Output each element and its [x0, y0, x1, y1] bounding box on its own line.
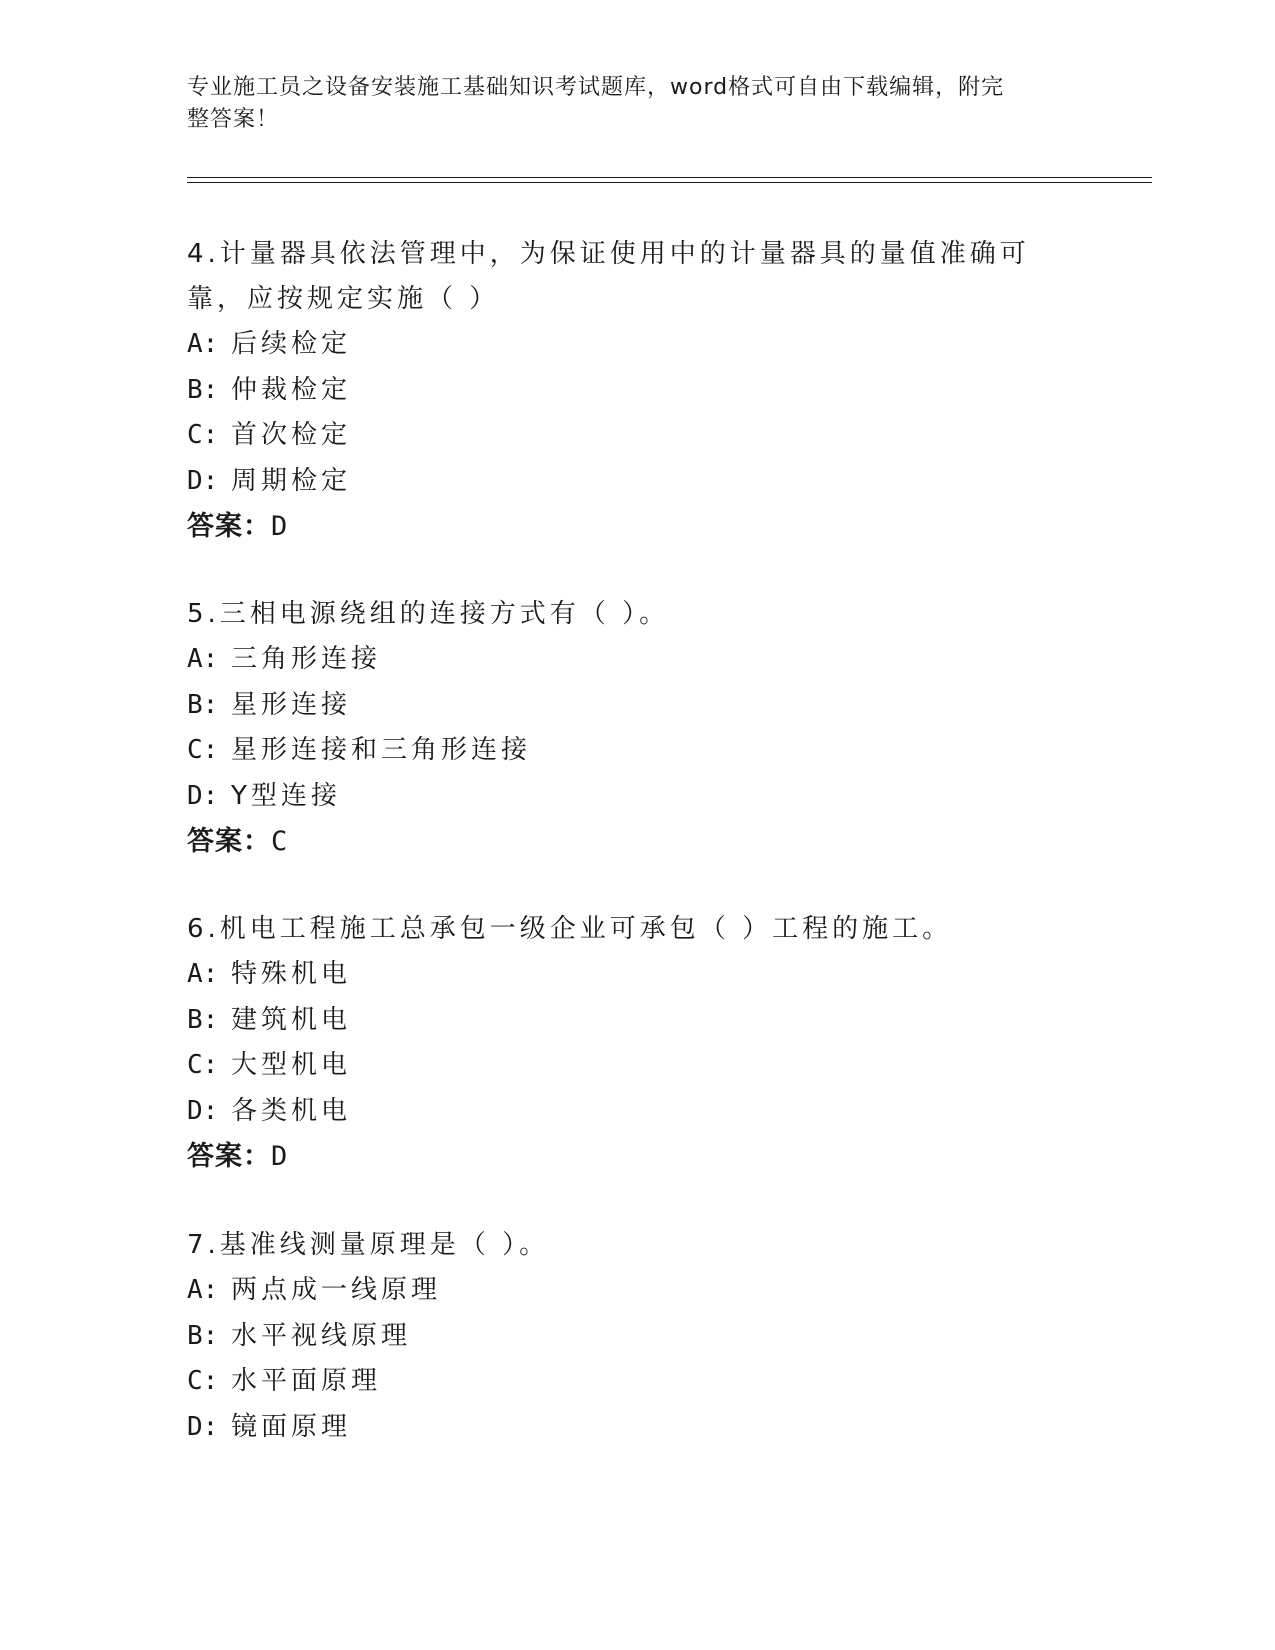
option-key: A: — [187, 1275, 219, 1305]
option-key: C: — [187, 1050, 219, 1080]
answer-label: 答案： — [187, 826, 271, 857]
option-c — [187, 728, 1087, 774]
answer-value: D — [271, 511, 289, 542]
header-line-2: 整答案！ — [187, 107, 280, 132]
option-key: C: — [187, 1366, 219, 1396]
option-key: D: — [187, 780, 219, 811]
option-text: 后续检定 — [231, 329, 352, 359]
option-key: D: — [187, 465, 219, 496]
option-a — [187, 637, 1087, 683]
option-key: B: — [187, 1004, 219, 1035]
option-a — [187, 1268, 1087, 1314]
option-text: 周期检定 — [231, 465, 352, 496]
option-c — [187, 1043, 1087, 1089]
option-key: D: — [187, 1411, 219, 1442]
answer-line — [187, 819, 1087, 864]
option-b — [187, 368, 1087, 414]
option-d — [187, 459, 1087, 505]
option-text: Y型连接 — [231, 780, 341, 811]
option-text: 各类机电 — [231, 1095, 352, 1126]
option-text: 仲裁检定 — [231, 374, 352, 405]
option-text: 水平面原理 — [231, 1366, 382, 1396]
option-key: C: — [187, 420, 219, 450]
option-d — [187, 1089, 1087, 1135]
header-divider-bottom — [187, 182, 1152, 183]
option-key: C: — [187, 735, 219, 765]
question-5 — [187, 592, 1087, 864]
answer-line — [187, 1134, 1087, 1179]
option-d — [187, 1405, 1087, 1451]
header-line-1: 专业施工员之设备安装施工基础知识考试题库，word格式可自由下载编辑，附完 — [187, 75, 1005, 100]
option-text: 大型机电 — [231, 1050, 352, 1080]
option-key: A: — [187, 959, 219, 989]
option-text: 星形连接 — [231, 689, 352, 720]
option-text: 水平视线原理 — [231, 1320, 412, 1351]
option-key: A: — [187, 329, 219, 359]
answer-value: D — [271, 1141, 289, 1172]
option-text: 两点成一线原理 — [231, 1275, 442, 1305]
option-b — [187, 683, 1087, 729]
option-c — [187, 413, 1087, 459]
question-4 — [187, 232, 1087, 549]
option-a — [187, 952, 1087, 998]
option-b — [187, 1314, 1087, 1360]
option-text: 首次检定 — [231, 420, 352, 450]
option-text: 三角形连接 — [231, 644, 382, 674]
option-key: B: — [187, 1320, 219, 1351]
question-stem: 6.机电工程施工总承包一级企业可承包（ ）工程的施工。 — [187, 914, 953, 944]
option-text: 建筑机电 — [231, 1004, 352, 1035]
answer-value: C — [271, 826, 289, 857]
question-stem: 5.三相电源绕组的连接方式有（ ）。 — [187, 599, 670, 629]
answer-label: 答案： — [187, 511, 271, 542]
question-stem: 4.计量器具依法管理中，为保证使用中的计量器具的量值准确可靠，应按规定实施（ ） — [187, 239, 1030, 314]
question-stem: 7.基准线测量原理是（ ）。 — [187, 1230, 550, 1260]
answer-label: 答案： — [187, 1141, 271, 1172]
question-7 — [187, 1223, 1087, 1450]
option-a — [187, 322, 1087, 368]
option-text: 镜面原理 — [231, 1411, 352, 1442]
option-key: A: — [187, 644, 219, 674]
question-6 — [187, 907, 1087, 1179]
option-text: 星形连接和三角形连接 — [231, 735, 532, 765]
header-divider-top — [187, 177, 1152, 178]
option-key: D: — [187, 1095, 219, 1126]
answer-line — [187, 504, 1087, 549]
option-c — [187, 1359, 1087, 1405]
option-b — [187, 998, 1087, 1044]
option-key: B: — [187, 374, 219, 405]
document-header — [187, 72, 1077, 136]
option-key: B: — [187, 689, 219, 720]
option-text: 特殊机电 — [231, 959, 352, 989]
option-d — [187, 774, 1087, 820]
